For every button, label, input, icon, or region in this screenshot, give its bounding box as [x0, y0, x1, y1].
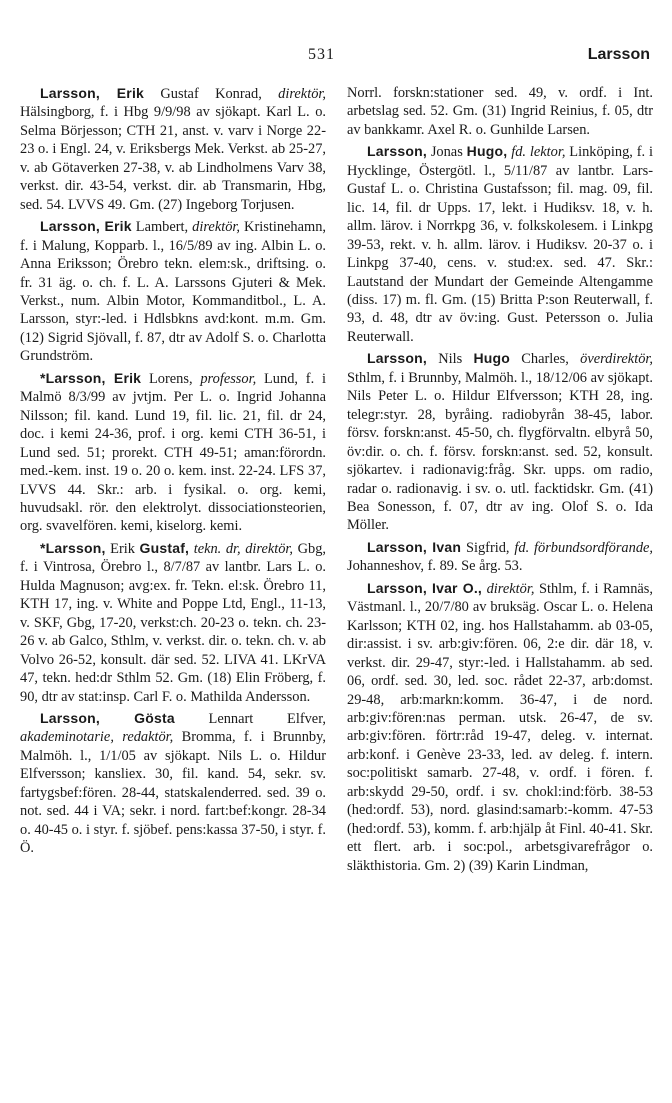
- entry-title: professor,: [200, 370, 257, 387]
- entry-title: akademinotarie, redaktör,: [20, 729, 174, 746]
- entry-head: Larsson,: [367, 143, 427, 160]
- entry-head: *Larsson,: [40, 539, 106, 556]
- entry-larsson-erik-gustaf: [20, 539, 326, 706]
- entry-larsson-jonas-hugo: [347, 142, 653, 346]
- page-number: 531: [308, 46, 335, 63]
- entry-name-rest: Sigfrid,: [461, 539, 515, 556]
- entry-name-rest: Jonas: [426, 144, 467, 161]
- entry-larsson-nils-hugo: [347, 349, 653, 535]
- entry-continuation: [347, 84, 653, 139]
- entry-body: Sthlm, f. i Ramnäs, Västmanl. l., 20/7/80 av bruksäg. Oscar L. o. Helena Karlsson; KTH 02, ing. hos Hallstahamm. ab 03-05, dir:assist. i sv. arb:giv:fören. 06, 2:e dir. där 18, v. verkst. dir. 29-47, styr:-led. i Hallstahamm. ab sed. 06, ordf. sed. 30, led. soc. rådet 22-37, arb:domst. 29-48, arb:markn:komm. 36-47, i de nord. arb:giv:fören:nas perman. utsk. 26-47, de sv. arb:giv:fören. förtr:råd 19-47, deleg. v. internat. arb:konf. i Genève 23-33, led. av deleg. f. intern. soc:politiskt samarb. 27-48, v. ordf. i fören. f. arb:skydd 29-50, ordf. i sv. chokl:ind:förb. 38-53 (hed:ordf. 53), nord. glasind:samarb:-komm. 47-53 (hed:ordf. 53), komm. f. arb:hjälp åt Finl. 40-41. Skr. ett flert. arb. i soc:pol., arbetsgivarefrågor o. släkthistoria. Gm. 2) (39) Karin Lindman,: [347, 580, 653, 874]
- running-head: Larsson: [587, 46, 650, 63]
- entry-larsson-ivar: [347, 579, 653, 875]
- entry-head-secondary: Gustaf,: [139, 539, 190, 556]
- entry-body: Hälsingborg, f. i Hbg 9/9/98 av sjökapt. Karl L. o. Selma Börjesson; CTH 21, anst. v. varv i Norge 22-23 o. i Engl. 24, v. Eriksbergs Mek. Verkst. ab 25-27, v. ab Götaverken 27-38, v. ab Lindholmens Varv 38, verkst. dir. 43-54, verkst. dir. ab Transmarin, Hbg, sed. 54. LVVS 49. Gm. (27) Ingeborg Torjusen.: [20, 104, 326, 213]
- entry-larsson-erik-lambert: [20, 217, 326, 366]
- entry-head: Larsson, Ivan: [367, 538, 462, 555]
- entry-body: Kristinehamn, f. i Malung, Kopparb. l., 16/5/89 av ing. Albin L. o. Anna Eriksson; Örebro tekn. elem:sk., driftsing. o. fr. 31 äg. o. ch. f. L. A. Larssons Gjuteri & Mek. Verkst., num. Albin Motor, Kommanditbol., L. A. Larsson, styr:-led. i Hdlsbkns avd:kont. m.m. Gm. (12) Sigrid Sjövall, f. 87, dtr av Adolf S. o. Charlotta Grundström.: [20, 219, 326, 365]
- entry-title: överdirektör,: [580, 351, 653, 368]
- entry-body: Lund, f. i Malmö 8/3/99 av jvtjm. Per L. o. Ingrid Johanna Nilsson; fil. kand. Lund 19, fil. lic. 21, fil. dr 24, doc. i kemi 24-36, prof. i org. kemi CTH 36-51, i Lund sed. 51; prorekt. CTH 49-51; aman:förordn. med.-kem. inst. 19 o. 20 o. kem. inst. 22-24. LFS 37, LVVS 44. Skr.: arb. i fysikal. o. org. kemi, huvudsakl. rör. den elektrolyt. dissociationsteorien, org. svavelfören. kemi, kiselorg. kemi.: [20, 370, 326, 535]
- entry-name-rest: Gustaf Konrad,: [144, 86, 279, 102]
- left-column: [20, 84, 326, 861]
- entry-larsson-erik-lorens: [20, 369, 326, 536]
- entry-body: Sthlm, f. i Brunnby, Malmöh. l., 18/12/06 av sjökapt. Nils Peter L. o. Hildur Elfversson; KTH 28, ing. telegr:styr. 28, byråing. radiobyrån 38-45, labor. försv. forskn:anst. 45-50, ch. flygförvaltn. elbyrå 50, öv:dir. o. ch. f. försv. forskn:anst. sed. 52, konsult. sjökartev. i radionavig:fråg. Skr. upps. om radio, radar o. radionavig. i sv. o. utl. facktidskr. Gm. (41) Bea Sonesson, f. 07, dtr av ing. Olof S. o. Ida Möller.: [347, 369, 653, 534]
- entry-head: Larsson, Erik: [40, 218, 132, 235]
- entry-name-rest-secondary: Charles,: [510, 351, 581, 368]
- entry-head: Larsson, Erik: [40, 85, 145, 101]
- entry-larsson-gosta: [20, 709, 326, 858]
- entry-title: fd. förbundsordförande,: [514, 539, 654, 556]
- entry-name-rest: Nils: [426, 351, 474, 368]
- entry-head-secondary: Hugo,: [466, 143, 508, 160]
- entry-larsson-erik-gustaf-konrad: [20, 84, 326, 214]
- entry-head: Larsson, Ivar O.,: [367, 579, 483, 596]
- entry-head: Larsson, Gösta: [40, 709, 175, 726]
- right-column: [347, 84, 653, 878]
- entry-name-rest: Lambert,: [131, 219, 193, 236]
- entry-head: Larsson,: [367, 350, 427, 367]
- entry-title: tekn. dr, direktör,: [189, 540, 294, 557]
- entry-title: direktör,: [482, 580, 535, 597]
- entry-name-rest: Erik: [105, 540, 140, 557]
- entry-head-secondary: Hugo: [473, 350, 511, 367]
- entry-body: Bromma, f. i Brunnby, Malmöh. l., 1/1/05 av sjökapt. Nils L. o. Hildur Elfversson; kansliex. 30, fil. kand. 54, sekr. sv. fartygsbef:fören. 28-44, statskalenderred. sed. 39 o. not. sed. 44 i VA; sekr. i nord. fart:bef:kongr. 28-34 o. 40-45 o. i styr. f. sjöbef. pens:kassa 37-50, i styr. f. Ö.: [20, 729, 326, 857]
- entry-name-rest: Lorens,: [141, 370, 201, 387]
- entry-body: Gbg, f. i Vintrosa, Örebro l., 8/7/87 av lantbr. Lars L. o. Hulda Magnuson; avg:ex. fr. Tekn. el:sk. Örebro 11, KTH 17, ing. v. White and Poppe Ltd, Engl., 11-13, v. SKF, Gbg, 17-20, verkst:ch. 20-23 o. tekn. ch. 23-26 v. ab Galco, Sthlm, v. verkst. dir. o. tekn. ch. v. ab Volvo 26-52, konsult. där sed. 52. LIVA 41. LKrVA 47, tekn. hed:dr Sthlm 52. Gm. (18) Elin Fröberg, f. 90, dtr av stat:insp. Carl F. o. Mathilda Andersson.: [20, 540, 326, 705]
- entry-title: direktör,: [278, 86, 326, 102]
- page-header: [0, 46, 672, 70]
- entry-head: *Larsson, Erik: [40, 369, 142, 386]
- entry-body: Johanneshov, f. 89. Se årg. 53.: [347, 558, 523, 575]
- entry-larsson-ivan: [347, 538, 653, 576]
- entry-title: fd. lektor,: [507, 144, 566, 161]
- entry-body: Linköping, f. i Hycklinge, Östergötl. l., 5/11/87 av lantbr. Lars-Gustaf L. o. Christina Gustafsson; fil. mag. 09, fil. lic. 14, fil. dr Upps. 17, lekt. i Hudiksv. 18, v. h. allm. lärov. i Norrkpg 36, v. folkskolesem. i Linkpg 39-53, rekt. v. h. allm. lärov. i Hudiksv. 20-37 o. i Linkpg 37-40, cens. v. stud:ex. sed. 47. Skr.: Lautstand der Mundart der Gemeinde Altengamme (diss. 17) m. fl. Gm. (15) Britta P:son Reuterwall, f. 93, d. 48, dtr av öv:ing. Gust. Petersson o. Julia Reuterwall.: [347, 144, 653, 345]
- entry-body: Norrl. forskn:stationer sed. 49, v. ordf. i Int. arbetslag sed. 52. Gm. (31) Ingrid Reinius, f. 05, dtr av bankkamr. Axel R. o. Gunhilde Larsen.: [347, 85, 653, 138]
- entry-title: direktör,: [192, 219, 241, 236]
- entry-name-rest: Lennart Elfver,: [174, 710, 327, 727]
